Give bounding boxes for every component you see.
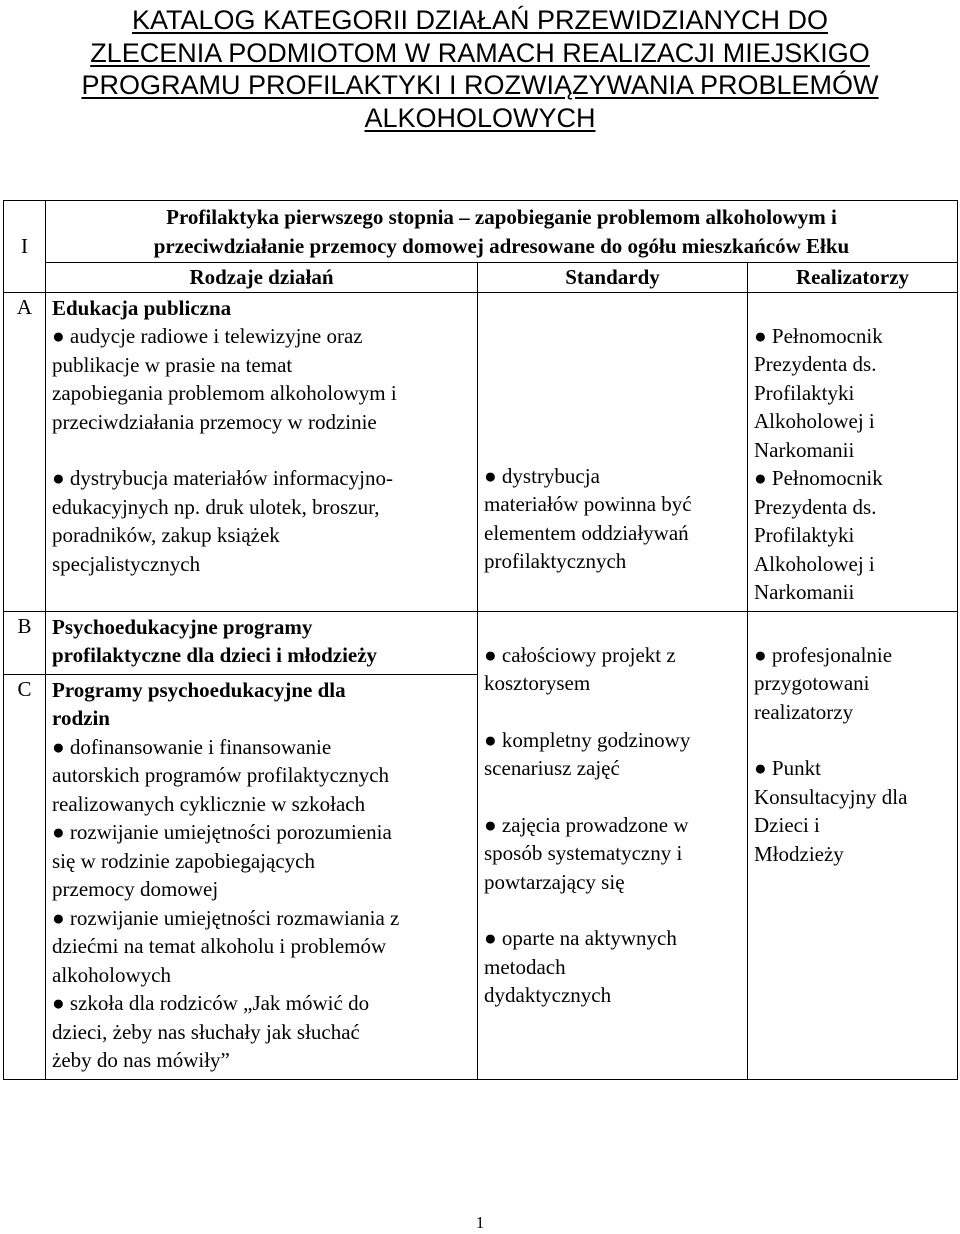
spacer — [484, 783, 743, 811]
title-line: ALKOHOLOWYCH — [364, 102, 596, 133]
row-letter-text: C — [17, 676, 32, 701]
row-a-standards — [478, 292, 748, 611]
title-line: ZLECENIA PODMIOTOM W RAMACH REALIZACJI MIEJSKIGO — [90, 37, 870, 68]
action-line: przeciwdziałania przemocy w rodzinie — [52, 409, 377, 434]
action-line: dzieci, żeby nas słuchały jak słuchać — [52, 1019, 360, 1044]
spacer — [484, 294, 743, 322]
standard-line: ● całościowy projekt z — [484, 642, 676, 667]
section-heading-line: Profilaktyka pierwszego stopnia – zapobieganie problemom alkoholowym i — [166, 205, 837, 229]
standard-line: scenariusz zajęć — [484, 756, 620, 780]
action-line: edukacyjnych np. druk ulotek, broszur, — [52, 494, 380, 519]
action-line: alkoholowych — [52, 962, 171, 987]
spacer — [754, 726, 953, 754]
title-line: KATALOG KATEGORII DZIAŁAŃ PRZEWIDZIANYCH DO — [131, 5, 829, 35]
action-line: specjalistycznych — [52, 551, 201, 576]
row-letter-text: A — [16, 294, 33, 319]
column-header-standards: Standardy — [478, 263, 748, 293]
column-header-implementers: Realizatorzy — [748, 263, 958, 293]
row-c-title-line: Programy psychoedukacyjne dla — [52, 677, 346, 702]
action-line: autorskich programów profilaktycznych — [52, 763, 390, 787]
standard-line: kosztorysem — [484, 671, 591, 695]
spacer — [52, 436, 473, 464]
spacer — [484, 350, 743, 378]
spacer — [484, 434, 743, 462]
standard-line: elementem oddziaływań — [484, 520, 689, 545]
implementer-line: Profilaktyki — [754, 380, 855, 405]
spacer — [484, 406, 743, 434]
standard-line: ● kompletny godzinowy — [484, 727, 691, 752]
page-number: 1 — [475, 1213, 485, 1232]
column-header-actions: Rodzaje działań — [46, 263, 478, 293]
implementer-line: przygotowani — [754, 671, 870, 695]
spacer — [484, 378, 743, 406]
spacer — [484, 698, 743, 726]
implementer-line: Alkoholowej i — [754, 409, 875, 433]
action-line: przemocy domowej — [52, 877, 219, 901]
standard-line: materiałów powinna być — [484, 492, 692, 516]
implementer-line: Dzieci i — [754, 813, 820, 837]
row-letter-b — [4, 611, 46, 674]
action-line: zapobiegania problemom alkoholowym i — [52, 381, 397, 405]
standard-line: metodach — [484, 954, 566, 979]
standard-line: dydaktycznych — [484, 983, 612, 1007]
implementer-line: Profilaktyki — [754, 523, 855, 547]
section-number-text: I — [21, 234, 28, 258]
action-line: ● szkoła dla rodziców „Jak mówić do — [52, 991, 370, 1015]
action-line: realizowanych cyklicznie w szkołach — [52, 791, 366, 816]
implementer-line: Narkomanii — [754, 580, 855, 604]
row-c-title-line: rodzin — [52, 706, 110, 730]
section-heading-row — [4, 201, 958, 263]
column-header-row — [4, 263, 958, 293]
row-b-title-line: profilaktyczne dla dzieci i młodzieży — [52, 643, 378, 667]
section-number — [4, 201, 46, 293]
spacer — [484, 613, 743, 641]
implementer-line: Prezydenta ds. — [754, 352, 877, 376]
table-row-a — [4, 292, 958, 611]
implementer-line: realizatorzy — [754, 699, 854, 724]
implementer-line: Narkomanii — [754, 437, 855, 462]
action-line: publikacje w prasie na temat — [52, 352, 293, 377]
catalog-table — [3, 200, 958, 1080]
action-line: poradników, zakup książek — [52, 523, 280, 547]
standard-line: ● dystrybucja — [484, 463, 600, 488]
spacer — [484, 896, 743, 924]
row-bc-standards — [478, 611, 748, 1079]
spacer — [754, 294, 953, 322]
spacer — [484, 322, 743, 350]
implementer-line: ● profesjonalnie — [754, 642, 893, 667]
action-line: ● dofinansowanie i finansowanie — [52, 734, 332, 759]
row-bc-implementers — [748, 611, 958, 1079]
standard-line: ● zajęcia prowadzone w — [484, 812, 689, 837]
row-c-actions — [46, 674, 478, 1079]
standard-line: profilaktycznych — [484, 549, 627, 573]
title-line: PROGRAMU PROFILAKTYKI I ROZWIĄZYWANIA PROBLEMÓW — [81, 70, 879, 100]
action-line: ● rozwijanie umiejętności rozmawiania z — [52, 905, 400, 930]
action-line: dziećmi na temat alkoholu i problemów — [52, 934, 387, 958]
standard-line: powtarzający się — [484, 869, 625, 894]
table-row-b — [4, 611, 958, 674]
action-line: ● audycje radiowe i telewizyjne oraz — [52, 324, 363, 348]
implementer-line: Alkoholowej i — [754, 551, 875, 576]
implementer-line: ● Pełnomocnik — [754, 466, 883, 490]
action-line: się w rodzinie zapobiegających — [52, 848, 315, 873]
row-a-title: Edukacja publiczna — [52, 295, 232, 320]
implementer-line: ● Pełnomocnik — [754, 323, 883, 348]
row-b-title-line: Psychoedukacyjne programy — [52, 614, 313, 639]
row-a-implementers — [748, 292, 958, 611]
implementer-line: Prezydenta ds. — [754, 494, 877, 519]
implementer-line: ● Punkt — [754, 756, 821, 780]
section-heading-line: przeciwdziałanie przemocy domowej adresowane do ogółu mieszkańców Ełku — [153, 233, 850, 258]
standard-line: sposób systematyczny i — [484, 841, 683, 865]
implementer-line: Konsultacyjny dla — [754, 784, 908, 809]
action-line: żeby do nas mówiły” — [52, 1048, 230, 1072]
row-letter-c — [4, 674, 46, 1079]
row-letter-text: B — [17, 613, 32, 638]
implementer-line: Młodzieży — [754, 841, 844, 866]
document-title — [12, 4, 948, 134]
row-letter-a — [4, 292, 46, 611]
section-heading — [46, 201, 958, 263]
spacer — [754, 613, 953, 641]
row-a-actions — [46, 292, 478, 611]
standard-line: ● oparte na aktywnych — [484, 926, 677, 950]
action-line: ● rozwijanie umiejętności porozumienia — [52, 820, 392, 844]
action-line: ● dystrybucja materiałów informacyjno- — [52, 466, 393, 490]
row-b-actions — [46, 611, 478, 674]
